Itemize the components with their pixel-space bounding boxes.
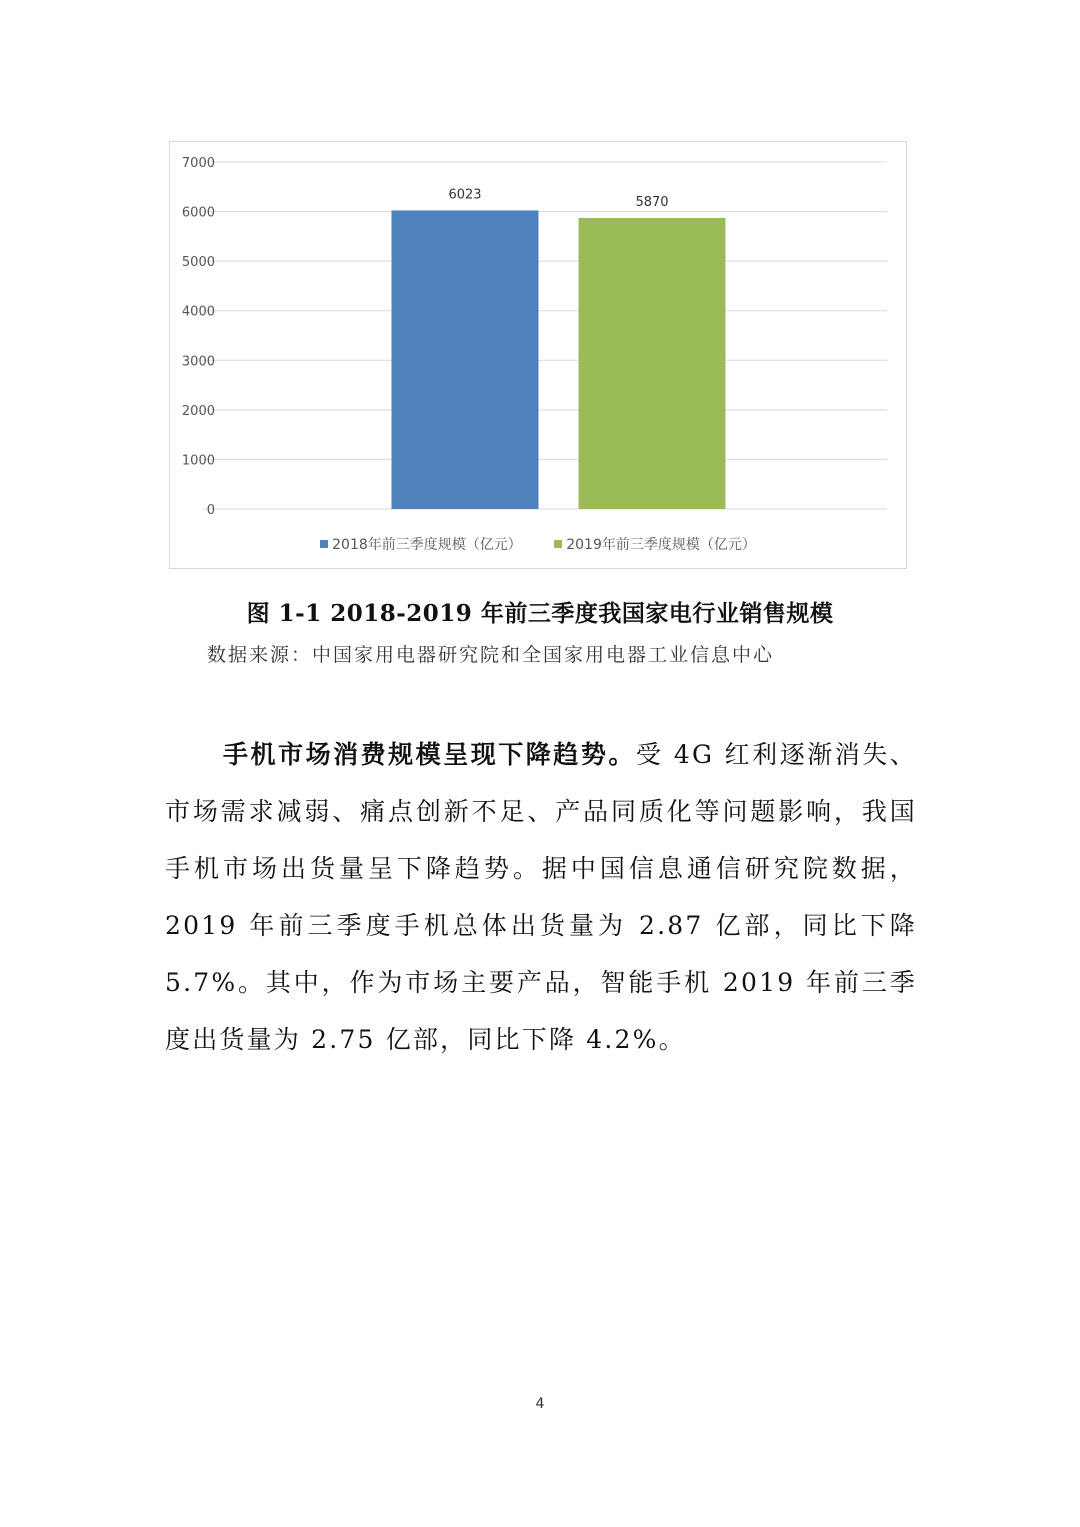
legend-item-2019 — [554, 534, 756, 554]
legend-label-2018: 2018年前三季度规模（亿元） — [332, 537, 522, 553]
bar-6023 — [392, 210, 539, 509]
y-tick-label: 3000 — [181, 354, 215, 370]
paragraph-text: 受 4G 红利逐渐消失、市场需求减弱、痛点创新不足、产品同质化等问题影响，我国手机市场出货量呈下降趋势。据中国信息通信研究院数据，2019 年前三季度手机总体出货量为 2.87 亿部，同比下降 5.7%。其中，作为市场主要产品，智能手机 2019 年前三季度出货量为 2.75 亿部，同比下降 4.2%。 — [165, 740, 917, 1054]
legend-swatch-2018 — [320, 540, 328, 548]
bar-data-label: 5870 — [635, 195, 669, 211]
y-tick-label: 6000 — [181, 205, 215, 221]
figure-source: 数据来源：中国家用电器研究院和全国家用电器工业信息中心 — [207, 644, 775, 666]
chart-legend — [170, 534, 906, 554]
paragraph-lead: 手机市场消费规模呈现下降趋势。 — [223, 740, 636, 769]
y-tick-label: 7000 — [181, 156, 215, 171]
body-paragraph — [165, 726, 917, 1068]
y-tick-label: 2000 — [181, 403, 215, 419]
legend-label-2019: 2019年前三季度规模（亿元） — [566, 537, 756, 553]
figure-caption: 图 1-1 2018-2019 年前三季度我国家电行业销售规模 — [246, 600, 834, 627]
y-tick-label: 0 — [206, 503, 215, 518]
y-tick-label: 5000 — [181, 255, 215, 271]
legend-item-2018 — [320, 534, 522, 554]
legend-swatch-2019 — [554, 540, 562, 548]
y-tick-label: 1000 — [181, 453, 215, 469]
bar-chart — [169, 141, 907, 569]
chart-plot — [170, 142, 908, 570]
page-number: 4 — [535, 1396, 545, 1412]
bar-5870 — [579, 218, 726, 509]
bar-data-label: 6023 — [448, 187, 482, 203]
y-tick-label: 4000 — [181, 304, 215, 320]
